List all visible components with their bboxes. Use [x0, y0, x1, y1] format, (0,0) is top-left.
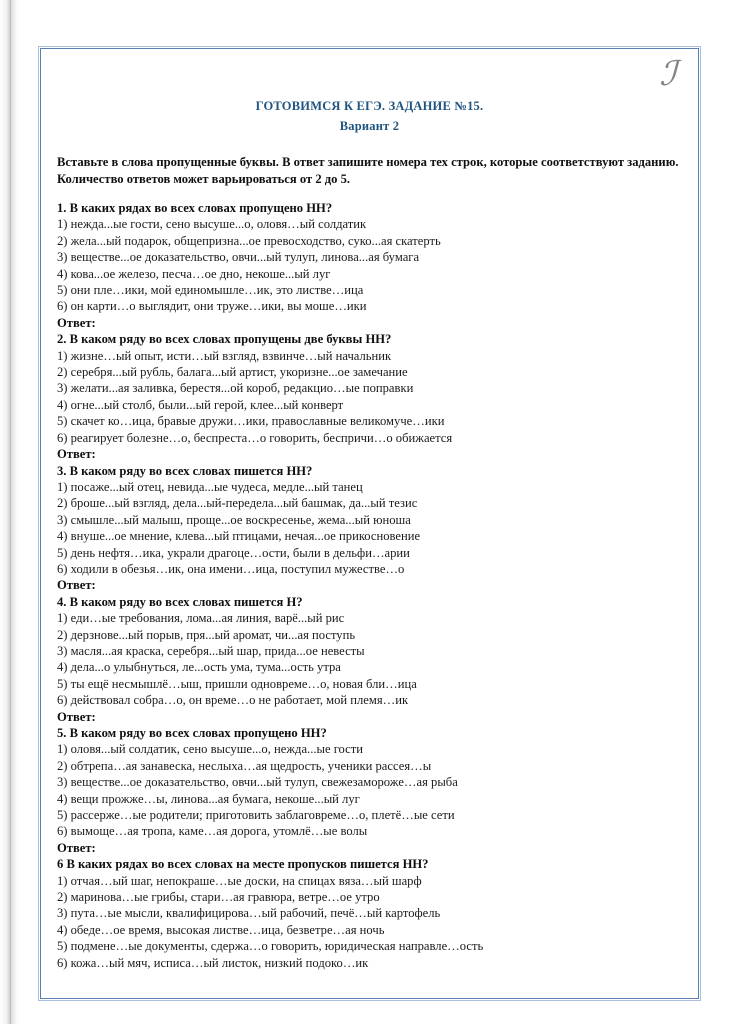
question-block — [57, 856, 682, 971]
question-option-row: 1) отчая…ый шаг, непокраше…ые доски, на спицах вяза…ый шарф — [57, 873, 422, 888]
page-title: ГОТОВИМСЯ К ЕГЭ. ЗАДАНИЕ №15. — [255, 99, 484, 113]
question-option-row: 4) огне...ый столб, были...ый герой, клее...ый конверт — [57, 397, 344, 412]
question-option-row: 2) серебря...ый рубль, балага...ый артист, укоризне...ое замечание — [57, 365, 408, 380]
question-option-row: 3) пута…ые мысли, квалифицирова…ый рабочий, печё…ый картофель — [57, 906, 441, 921]
question-option-row: 4) вещи прожже…ы, линова...ая бумага, некоше...ый луг — [57, 791, 360, 806]
question-block — [57, 200, 682, 331]
instructions-paragraph: Вставьте в слова пропущенные буквы. В ответ запишите номера тех строк, которые соответствуют заданию. Количество ответов может варьироваться от 2 до 5. — [57, 155, 679, 186]
question-option-row: 6) вымоще…ая тропа, каме…ая дорога, утомлё…ые волы — [57, 824, 368, 839]
scanner-edge-line — [10, 0, 11, 1024]
question-option-row: 5) подмене…ые документы, сдержа…о говорить, юридическая направле…ость — [57, 939, 484, 954]
question-block — [57, 331, 682, 462]
question-option-row: 6) кожа…ый мяч, исписа…ый листок, низкий подоко…ик — [57, 955, 369, 970]
question-block — [57, 463, 682, 594]
question-option-row: 2) броше...ый взгляд, дела...ый-передела...ый башмак, да...ый тезис — [57, 496, 418, 511]
question-option-row: 5) день нефтя…ика, украли драгоце…ости, были в дельфи…арии — [57, 545, 410, 560]
question-option-row: 4) дела...о улыбнуться, ле...ость ума, тума...ость утра — [57, 660, 341, 675]
answer-label: Ответ: — [57, 709, 96, 724]
question-option-row: 4) внуше...ое мнение, клева...ый птицами, нечая...ое прикосновение — [57, 529, 421, 544]
monogram-watermark: ℐ — [659, 54, 677, 94]
question-option-row: 1) жизне…ый опыт, исти…ый взгляд, взвинче…ый начальник — [57, 348, 392, 363]
answer-label: Ответ: — [57, 578, 96, 593]
question-block — [57, 594, 682, 725]
question-option-row: 5) они пле…ики, мой единомышле…ик, это листве…ица — [57, 283, 364, 298]
question-option-row: 2) обтрепа…ая занавеска, неслыха…ая щедрость, ученики рассея…ы — [57, 758, 432, 773]
question-option-row: 3) веществе...ое доказательство, овчи...ый тулуп, линова...ая бумага — [57, 250, 420, 265]
question-option-row: 6) действовал собра…о, он време…о не работает, мой племя…ик — [57, 693, 409, 708]
question-option-row: 6) реагирует болезне…о, беспреста…о говорить, беспричи…о обижается — [57, 430, 453, 445]
question-option-row: 3) веществе...ое доказательство, овчи...ый тулуп, свежезамороже…ая рыба — [57, 775, 458, 790]
question-heading: 6 В каких рядах во всех словах на месте пропусков пишется НН? — [57, 857, 429, 872]
page-subtitle: Вариант 2 — [339, 119, 400, 133]
question-option-row: 2) жела...ый подарок, общепризна...ое превосходство, суко...ая скатерть — [57, 233, 441, 248]
question-heading: 2. В каком ряду во всех словах пропущены две буквы НН? — [57, 332, 392, 347]
scanner-page-edge — [0, 0, 22, 1024]
title-block — [41, 99, 698, 134]
question-option-row: 1) нежда...ые гости, сено высуше...о, оловя…ый солдатик — [57, 217, 367, 232]
question-option-row: 1) посаже...ый отец, невида...ые чудеса, медле...ый танец — [57, 479, 363, 494]
question-block — [57, 725, 682, 856]
question-option-row: 3) желати...ая заливка, берестя...ой короб, редакцио…ые поправки — [57, 381, 414, 396]
question-option-row: 2) маринова…ые грибы, стари…ая гравюра, ветре…ое утро — [57, 890, 380, 905]
question-heading: 3. В каком ряду во всех словах пишется НН? — [57, 463, 313, 478]
question-heading: 5. В каком ряду во всех словах пропущено НН? — [57, 726, 327, 740]
question-heading: 1. В каких рядах во всех словах пропущено НН? — [57, 201, 333, 215]
question-option-row: 4) обеде…ое время, высокая листве…ица, безветре…ая ночь — [57, 922, 385, 937]
answer-label: Ответ: — [57, 840, 96, 855]
question-option-row: 5) ты ещё несмышлё…ыш, пришли одновреме…о, новая бли…ица — [57, 676, 417, 691]
question-option-row: 4) кова...ое железо, песча…ое дно, некоше...ый луг — [57, 266, 331, 281]
question-option-row: 2) дерзнове...ый порыв, пря...ый аромат, чи...ая поступь — [57, 627, 356, 642]
document-frame — [40, 48, 699, 999]
answer-label: Ответ: — [57, 447, 96, 462]
questions-list — [57, 200, 682, 971]
question-option-row: 5) рассерже…ые родители; приготовить заблаговреме…о, плетё…ые сети — [57, 808, 455, 823]
question-option-row: 1) еди…ые требования, лома...ая линия, варё...ый рис — [57, 611, 345, 626]
question-option-row: 3) смышле...ый малыш, проще...ое воскресенье, жема...ый юноша — [57, 512, 411, 527]
question-option-row: 3) масля...ая краска, серебря...ый шар, прида...ое невесты — [57, 643, 365, 658]
question-option-row: 5) скачет ко…ица, бравые дружи…ики, православные великомуче…ики — [57, 414, 445, 429]
document-inner — [41, 49, 698, 998]
question-option-row: 1) оловя...ый солдатик, сено высуше...о, нежда...ые гости — [57, 742, 363, 757]
question-option-row: 6) ходили в обезья…ик, она имени…ица, поступил мужестве…о — [57, 561, 405, 576]
question-option-row: 6) он карти…о выглядит, они труже…ики, вы моше…ики — [57, 299, 367, 314]
question-heading: 4. В каком ряду во всех словах пишется Н? — [57, 594, 303, 609]
answer-label: Ответ: — [57, 315, 96, 330]
